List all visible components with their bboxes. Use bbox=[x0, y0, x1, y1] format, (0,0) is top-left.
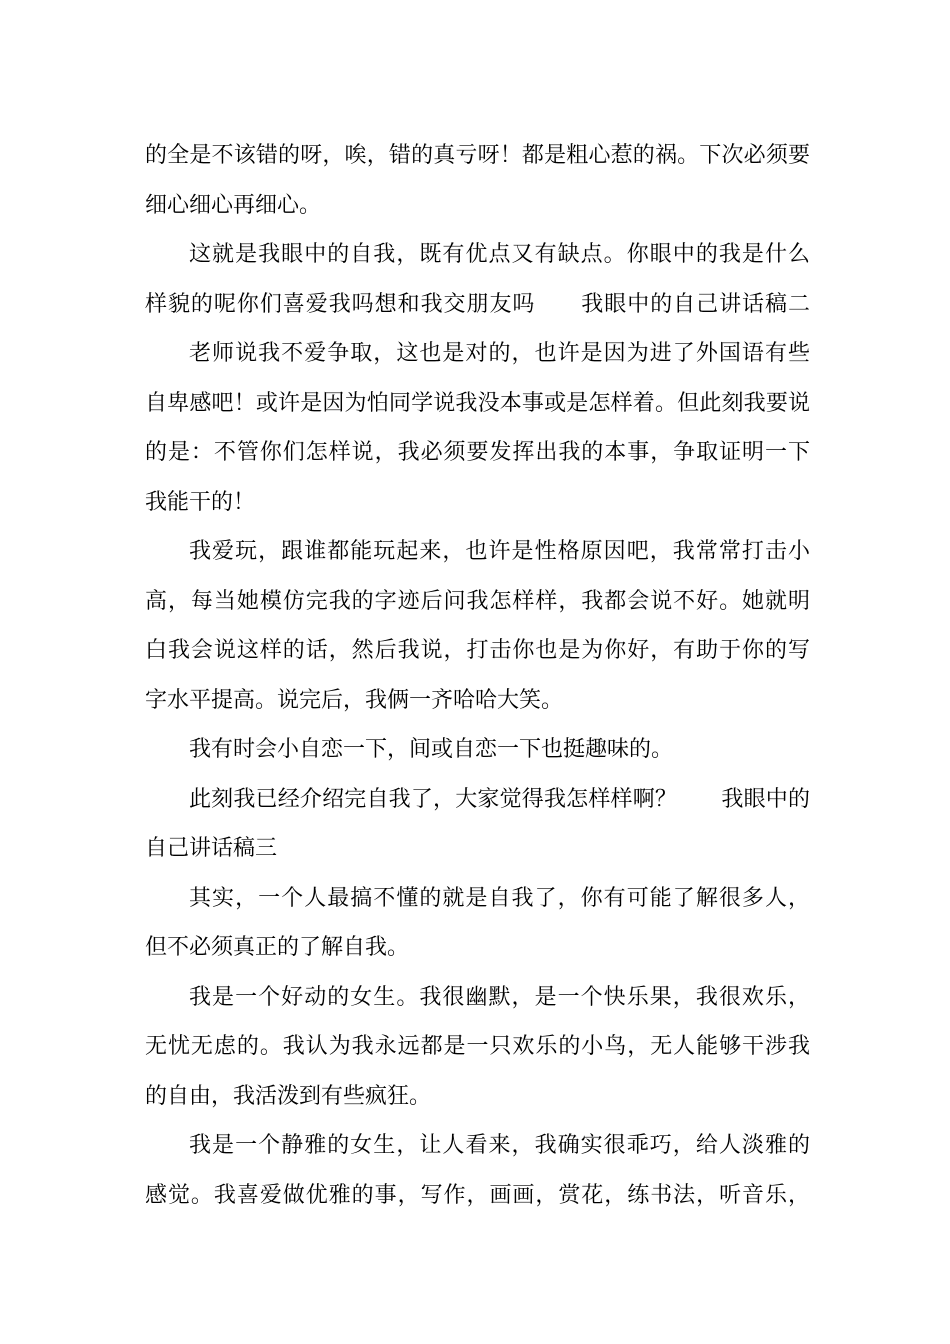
text-line: 自己讲话稿三 bbox=[145, 836, 278, 861]
text-line: 的自由，我活泼到有些疯狂。 bbox=[145, 1083, 432, 1109]
text-line: 但不必须真正的了解自我。 bbox=[145, 935, 410, 960]
text-line: 老师说我不爱争取，这也是对的，也许是因为进了外国语有些 bbox=[189, 341, 810, 366]
text-line: 样貌的呢你们喜爱我吗想和我交朋友吗 我眼中的自己讲话稿二 bbox=[145, 291, 810, 317]
text-line: 此刻我已经介绍完自我了，大家觉得我怎样样啊？ 我眼中的 bbox=[189, 786, 810, 812]
text-line: 这就是我眼中的自我，既有优点又有缺点。你眼中的我是什么 bbox=[189, 242, 810, 267]
text-line: 其实，一个人最搞不懂的就是自我了，你有可能了解很多人， bbox=[189, 885, 810, 911]
text-line: 字水平提高。说完后，我俩一齐哈哈大笑。 bbox=[145, 687, 564, 713]
text-line: 自卑感吧！或许是因为怕同学说我没本事或是怎样着。但此刻我要说 bbox=[145, 390, 810, 416]
text-line: 的是：不管你们怎样说，我必须要发挥出我的本事，争取证明一下 bbox=[145, 440, 810, 465]
text-line: 我有时会小自恋一下，间或自恋一下也挺趣味的。 bbox=[189, 737, 674, 762]
text-line: 我能干的！ bbox=[145, 489, 256, 515]
text-line: 细心细心再细心。 bbox=[145, 192, 322, 218]
text-line: 感觉。我喜爱做优雅的事，写作，画画，赏花，练书法，听音乐， bbox=[145, 1182, 810, 1208]
text-line: 我是一个好动的女生。我很幽默，是一个快乐果，我很欢乐， bbox=[189, 984, 810, 1010]
document-body bbox=[145, 131, 810, 1220]
text-line: 我是一个静雅的女生，让人看来，我确实很乖巧，给人淡雅的 bbox=[189, 1133, 810, 1158]
text-line: 高，每当她模仿完我的字迹后问我怎样样，我都会说不好。她就明 bbox=[145, 588, 810, 614]
text-line: 我爱玩，跟谁都能玩起来，也许是性格原因吧，我常常打击小 bbox=[189, 539, 810, 564]
text-line: 的全是不该错的呀，唉，错的真亏呀！都是粗心惹的祸。下次必须要 bbox=[145, 143, 810, 168]
text-line: 无忧无虑的。我认为我永远都是一只欢乐的小鸟，无人能够干涉我 bbox=[145, 1034, 810, 1059]
text-line: 白我会说这样的话，然后我说，打击你也是为你好，有助于你的写 bbox=[145, 638, 810, 663]
